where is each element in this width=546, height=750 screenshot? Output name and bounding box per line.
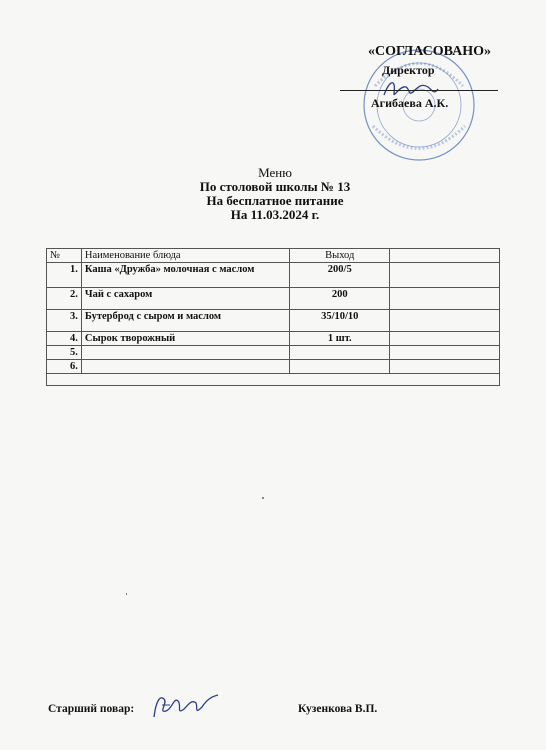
table-header-row	[47, 249, 500, 263]
director-name: Агибаева А.К.	[371, 96, 449, 110]
row-dish-name: Сырок творожный	[81, 332, 290, 346]
row-dish-name	[81, 360, 290, 374]
row-empty	[390, 346, 500, 360]
row-number: 4.	[47, 332, 82, 346]
row-empty	[390, 332, 500, 346]
footer-signatures	[48, 703, 508, 723]
row-output: 1 шт.	[290, 332, 390, 346]
header-number: №	[47, 249, 82, 263]
row-output: 200	[290, 288, 390, 310]
title-purpose: На бесплатное питание	[206, 193, 344, 208]
row-number: 6.	[47, 360, 82, 374]
row-dish-name: Каша «Дружба» молочная с маслом	[81, 263, 290, 288]
table-row	[47, 263, 500, 288]
row-output: 35/10/10	[290, 310, 390, 332]
cook-signature-icon	[148, 691, 223, 723]
row-empty	[390, 310, 500, 332]
title-date: На 11.03.2024 г.	[230, 207, 320, 222]
row-blank	[47, 374, 500, 386]
scan-speck	[262, 497, 264, 499]
table-row	[47, 374, 500, 386]
row-output: 200/5	[290, 263, 390, 288]
header-dish-name: Наименование блюда	[81, 249, 290, 263]
title-menu: Меню	[258, 165, 292, 180]
row-number: 2.	[47, 288, 82, 310]
row-dish-name: Чай с сахаром	[81, 288, 290, 310]
row-dish-name	[81, 346, 290, 360]
scan-speck	[126, 593, 127, 595]
row-output	[290, 346, 390, 360]
row-number: 3.	[47, 310, 82, 332]
row-number: 1.	[47, 263, 82, 288]
table-row	[47, 332, 500, 346]
document-title	[150, 166, 400, 222]
row-empty	[390, 288, 500, 310]
signature-line	[340, 90, 498, 91]
title-school: По столовой школы № 13	[199, 179, 351, 194]
row-dish-name: Бутерброд с сыром и маслом	[81, 310, 290, 332]
row-number: 5.	[47, 346, 82, 360]
director-label: Директор	[382, 63, 435, 77]
row-output	[290, 360, 390, 374]
header-output: Выход	[290, 249, 390, 263]
row-empty	[390, 360, 500, 374]
approval-block	[340, 40, 505, 130]
table-row	[47, 346, 500, 360]
cook-label: Старший повар:	[48, 703, 135, 715]
table-row	[47, 360, 500, 374]
header-empty	[390, 249, 500, 263]
row-empty	[390, 263, 500, 288]
table-row	[47, 310, 500, 332]
cook-name: Кузенкова В.П.	[298, 703, 378, 715]
menu-table	[46, 248, 500, 386]
approval-heading: «СОГЛАСОВАНО»	[368, 44, 491, 59]
table-row	[47, 288, 500, 310]
